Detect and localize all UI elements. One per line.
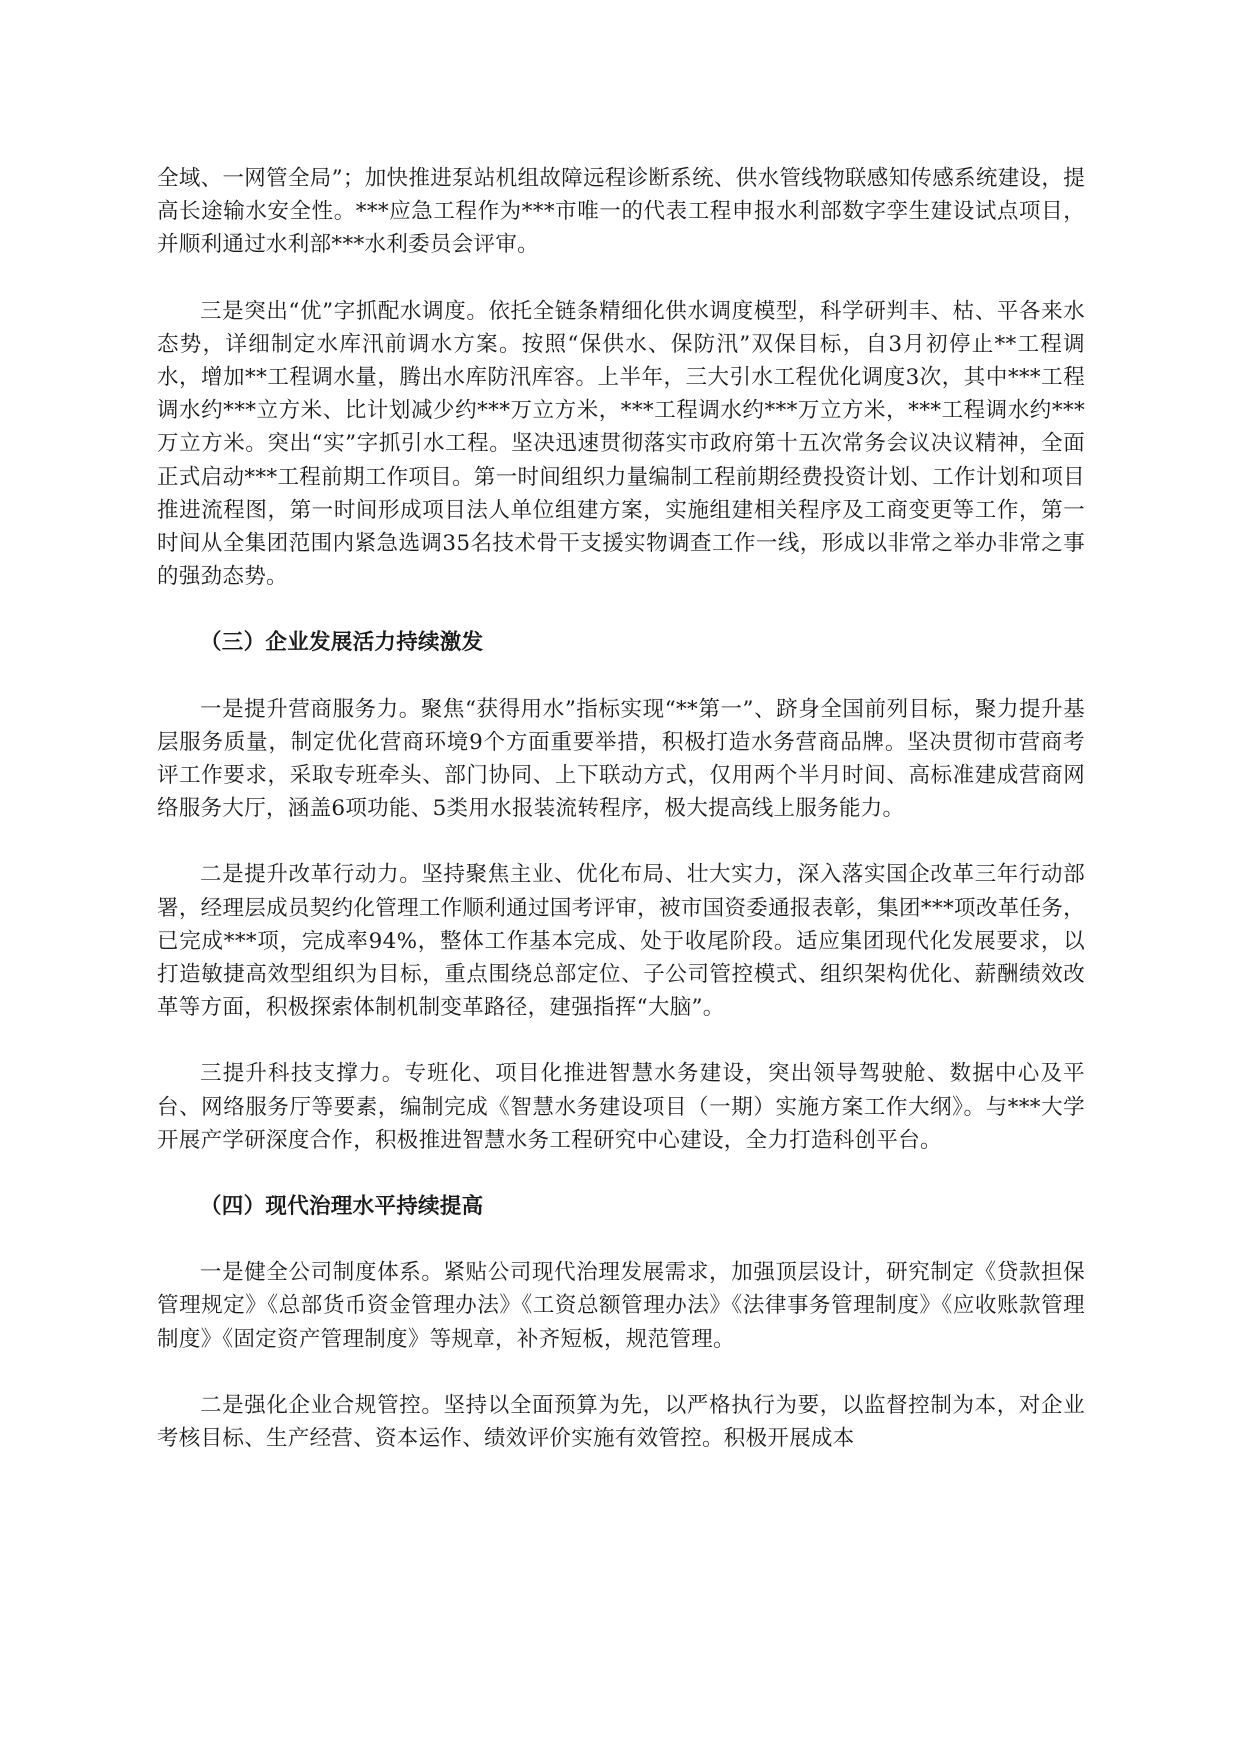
document-body [157,162,1085,1488]
paragraph-business-service: 一是提升营商服务力。聚焦“获得用水”指标实现“**第一”、跻身全国前列目标，聚力提升基层服务质量，制定优化营商环境9个方面重要举措，积极打造水务营商品牌。坚决贯彻市营商考评工作要求，采取专班牵头、部门协同、上下联动方式，仅用两个半月时间、高标准建成营商网络服务大厅，涵盖6项功能、5类用水报装流转程序，极大提高线上服务能力。 [157,696,1085,822]
section-heading-enterprise-vitality: （三）企业发展活力持续激发 [200,630,484,656]
paragraph-water-dispatch: 三是突出“优”字抓配水调度。依托全链条精细化供水调度模型，科学研判丰、枯、平各来水态势，详细制定水库汛前调水方案。按照“保供水、保防汛”双保目标，自3月初停止**工程调水，增加**工程调水量，腾出水库防汛库容。上半年，三大引水工程优化调度3次，其中***工程调水约***立方米、比计划减少约***万立方米，***工程调水约***万立方米，***工程调水约***万立方米。突出“实”字抓引水工程。坚决迅速贯彻落实市政府第十五次常务会议决议精神，全面正式启动***工程前期工作项目。第一时间组织力量编制工程前期经费投资计划、工作计划和项目推进流程图，第一时间形成项目法人单位组建方案，实施组建相关程序及工商变更等工作，第一时间从全集团范围内紧急选调35名技术骨干支援实物调查工作一线，形成以非常之举办非常之事的强劲态势。 [157,298,1085,590]
paragraph-continuation: 全域、一网管全局”；加快推进泵站机组故障远程诊断系统、供水管线物联感知传感系统建设，提高长途输水安全性。***应急工程作为***市唯一的代表工程申报水利部数字孪生建设试点项目，并顺利通过水利部***水利委员会评审。 [157,166,1085,258]
paragraph-tech-support: 三提升科技支撑力。专班化、项目化推进智慧水务建设，突出领导驾驶舱、数据中心及平台、网络服务厅等要素，编制完成《智慧水务建设项目（一期）实施方案工作大纲》。与***大学开展产学研深度合作，积极推进智慧水务工程研究中心建设，全力打造科创平台。 [157,1061,1085,1153]
paragraph-company-system: 一是健全公司制度体系。紧贴公司现代治理发展需求，加强顶层设计，研究制定《贷款担保管理规定》《总部货币资金管理办法》《工资总额管理办法》《法律事务管理制度》《应收账款管理制度》《固定资产管理制度》等规章，补齐短板，规范管理。 [157,1260,1085,1352]
paragraph-compliance-control: 二是强化企业合规管控。坚持以全面预算为先，以严格执行为要，以监督控制为本，对企业考核目标、生产经营、资本运作、绩效评价实施有效管控。积极开展成本 [157,1392,1085,1452]
paragraph-reform-action: 二是提升改革行动力。坚持聚焦主业、优化布局、壮大实力，深入落实国企改革三年行动部署，经理层成员契约化管理工作顺利通过国考评审，被市国资委通报表彰，集团***项改革任务，已完成***项，完成率94%，整体工作基本完成、处于收尾阶段。适应集团现代化发展要求，以打造敏捷高效型组织为目标，重点围绕总部定位、子公司管控模式、组织架构优化、薪酬绩效改革等方面，积极探索体制机制变革路径，建强指挥“大脑”。 [157,862,1085,1021]
section-heading-modern-governance: （四）现代治理水平持续提高 [200,1194,484,1220]
